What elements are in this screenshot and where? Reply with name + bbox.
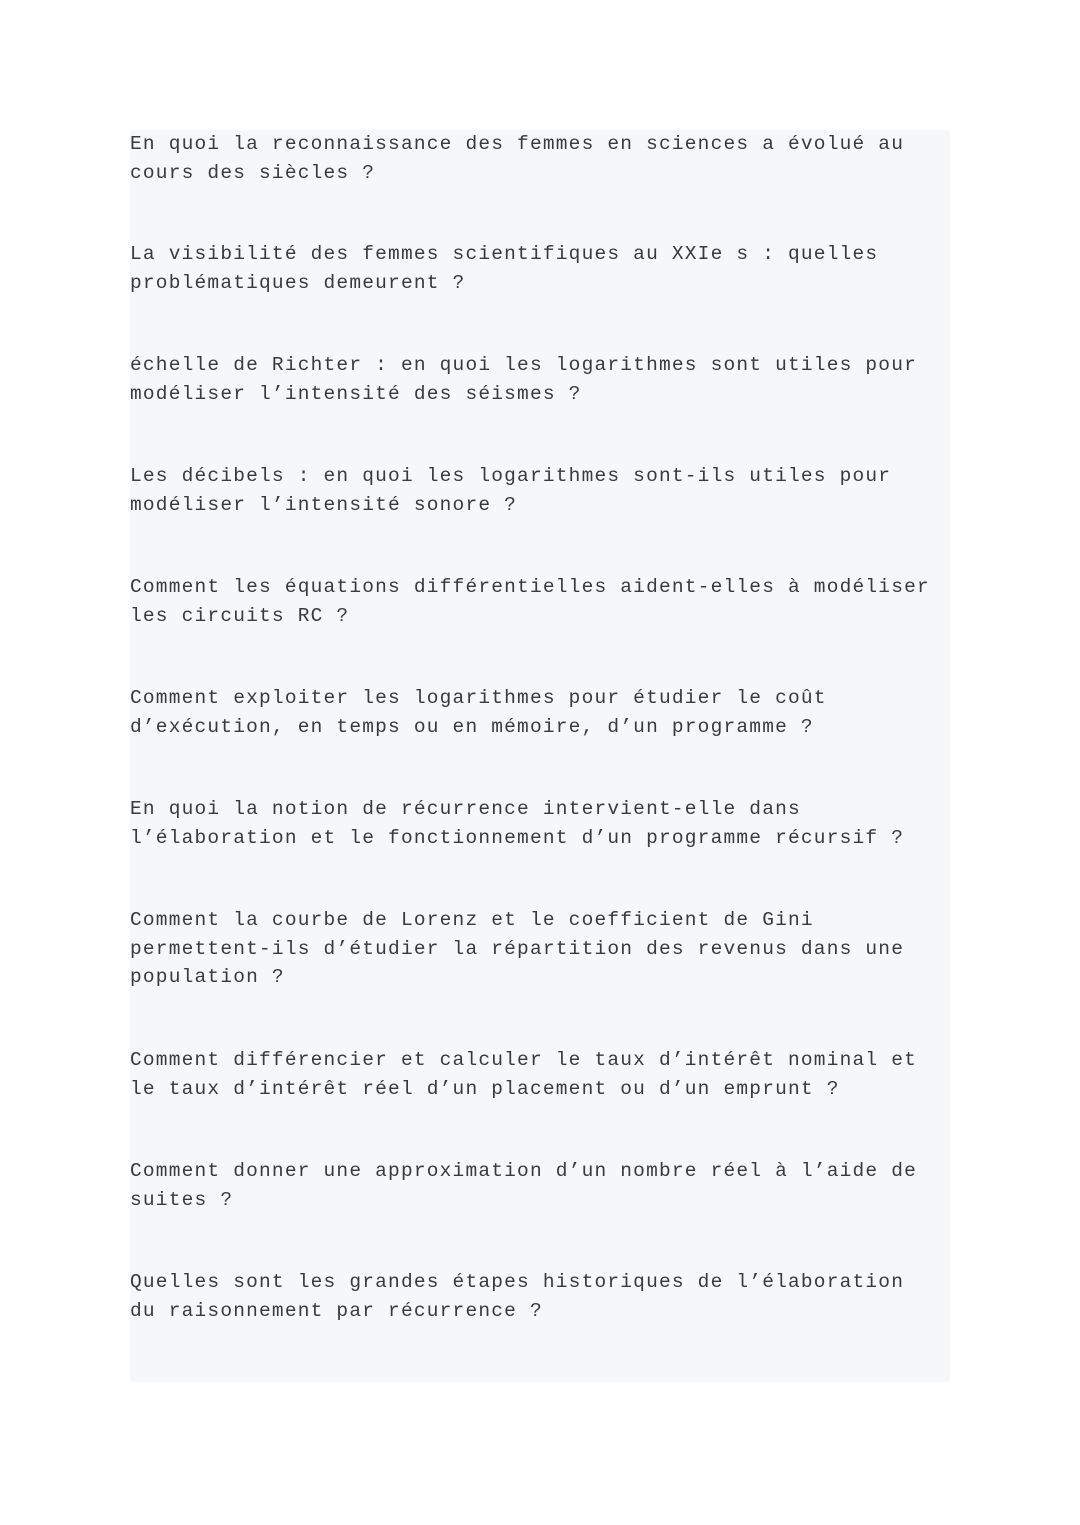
question-7: En quoi la notion de récurrence intervient-elle dans l’élaboration et le fonctionnement d’un programme récursif ?	[130, 798, 905, 849]
question-3: échelle de Richter : en quoi les logarithmes sont utiles pour modéliser l’intensité des séismes ?	[130, 354, 918, 405]
question-9: Comment différencier et calculer le taux d’intérêt nominal et le taux d’intérêt réel d’un placement ou d’un emprunt ?	[130, 1049, 918, 1100]
questions-block	[130, 130, 950, 1382]
question-1: En quoi la reconnaissance des femmes en sciences a évolué au cours des siècles ?	[130, 133, 905, 184]
question-8: Comment la courbe de Lorenz et le coefficient de Gini permettent-ils d’étudier la répartition des revenus dans une population ?	[130, 909, 905, 988]
question-5: Comment les équations différentielles aident-elles à modéliser les circuits RC ?	[130, 576, 930, 627]
question-10: Comment donner une approximation d’un nombre réel à l’aide de suites ?	[130, 1160, 918, 1211]
question-2: La visibilité des femmes scientifiques au XXIe s : quelles problématiques demeurent ?	[130, 243, 879, 294]
question-4: Les décibels : en quoi les logarithmes sont-ils utiles pour modéliser l’intensité sonore ?	[130, 465, 892, 516]
question-6: Comment exploiter les logarithmes pour étudier le coût d’exécution, en temps ou en mémoire, d’un programme ?	[130, 687, 827, 738]
question-11: Quelles sont les grandes étapes historiques de l’élaboration du raisonnement par récurrence ?	[130, 1271, 905, 1322]
